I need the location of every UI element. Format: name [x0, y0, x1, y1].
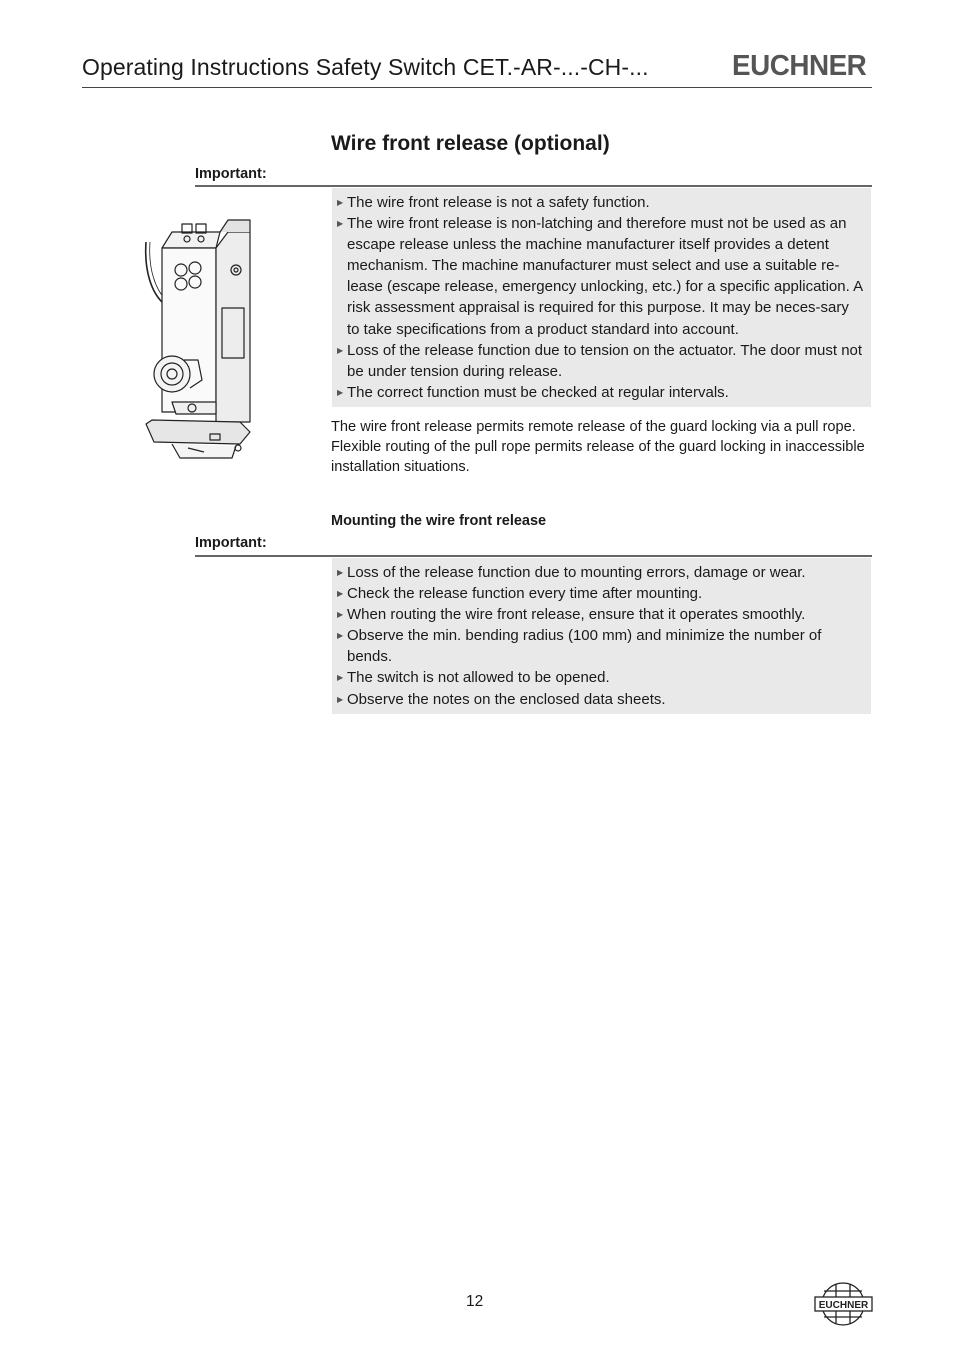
list-item	[336, 213, 863, 340]
list-item	[336, 340, 863, 382]
important-list	[336, 192, 863, 403]
important-divider	[195, 555, 872, 557]
list-item	[336, 625, 863, 667]
header-divider	[82, 87, 872, 88]
triangle-right-icon: ▶	[337, 387, 344, 397]
list-item	[336, 192, 863, 213]
safety-switch-illustration	[132, 212, 256, 464]
important-label: Important:	[195, 166, 267, 182]
section-title: Wire front release (optional)	[331, 132, 610, 155]
important-divider	[195, 185, 872, 187]
mounting-list	[336, 562, 863, 710]
list-item	[336, 562, 863, 583]
footer-logo-text: EUCHNER	[818, 1300, 869, 1311]
triangle-right-icon: ▶	[337, 219, 344, 229]
triangle-right-icon: ▶	[337, 568, 344, 577]
list-item-text: Check the release function every time after mounting.	[347, 585, 703, 603]
triangle-right-icon: ▶	[337, 198, 344, 207]
list-item-text: The correct function must be checked at regular intervals.	[347, 383, 729, 401]
list-item	[336, 583, 863, 604]
list-item	[336, 667, 863, 688]
list-item-text: The wire front release is non-latching and therefore must not be used as an escape release unless the machine manufacturer itself provides a detent mechanism. The machine manufacturer must select and use a suitable re-lease (escape release, emergency unlocking, etc.) for a specific application. A risk assessment appraisal is required for this purpose. It may be neces-sary to take specifications from a product standard into account.	[347, 215, 863, 338]
list-item-text: When routing the wire front release, ensure that it operates smoothly.	[347, 606, 806, 624]
brand-logo: EUCHNER	[732, 50, 867, 82]
list-item-text: Observe the min. bending radius (100 mm) and minimize the number of bends.	[347, 627, 822, 666]
mounting-subheading: Mounting the wire front release	[331, 513, 547, 529]
list-item-text: Loss of the release function due to tension on the actuator. The door must not be under tension during release.	[347, 341, 863, 380]
euchner-logo-icon	[814, 1279, 874, 1329]
list-item-text: The switch is not allowed to be opened.	[347, 669, 610, 687]
triangle-right-icon: ▶	[337, 673, 344, 683]
body-paragraph: The wire front release permits remote release of the guard locking via a pull rope. Flexible routing of the pull rope permits release of the guard locking in inaccessible installation situations.	[331, 419, 865, 475]
triangle-right-icon: ▶	[337, 610, 344, 620]
list-item-text: Loss of the release function due to mounting errors, damage or wear.	[347, 564, 806, 581]
triangle-right-icon: ▶	[337, 345, 344, 355]
mounting-note-box	[332, 558, 871, 714]
list-item	[336, 604, 863, 625]
triangle-right-icon: ▶	[337, 694, 344, 704]
page-number: 12	[466, 1293, 484, 1310]
list-item-text: Observe the notes on the enclosed data sheets.	[347, 690, 666, 708]
triangle-right-icon: ▶	[337, 631, 344, 641]
important-note-box	[332, 188, 871, 407]
list-item	[336, 382, 863, 403]
page-header-title: Operating Instructions Safety Switch CET.-AR-...-CH-...	[82, 54, 649, 80]
triangle-right-icon: ▶	[337, 589, 344, 599]
list-item	[336, 689, 863, 710]
list-item-text: The wire front release is not a safety function.	[347, 194, 650, 211]
important-label: Important:	[195, 535, 267, 551]
